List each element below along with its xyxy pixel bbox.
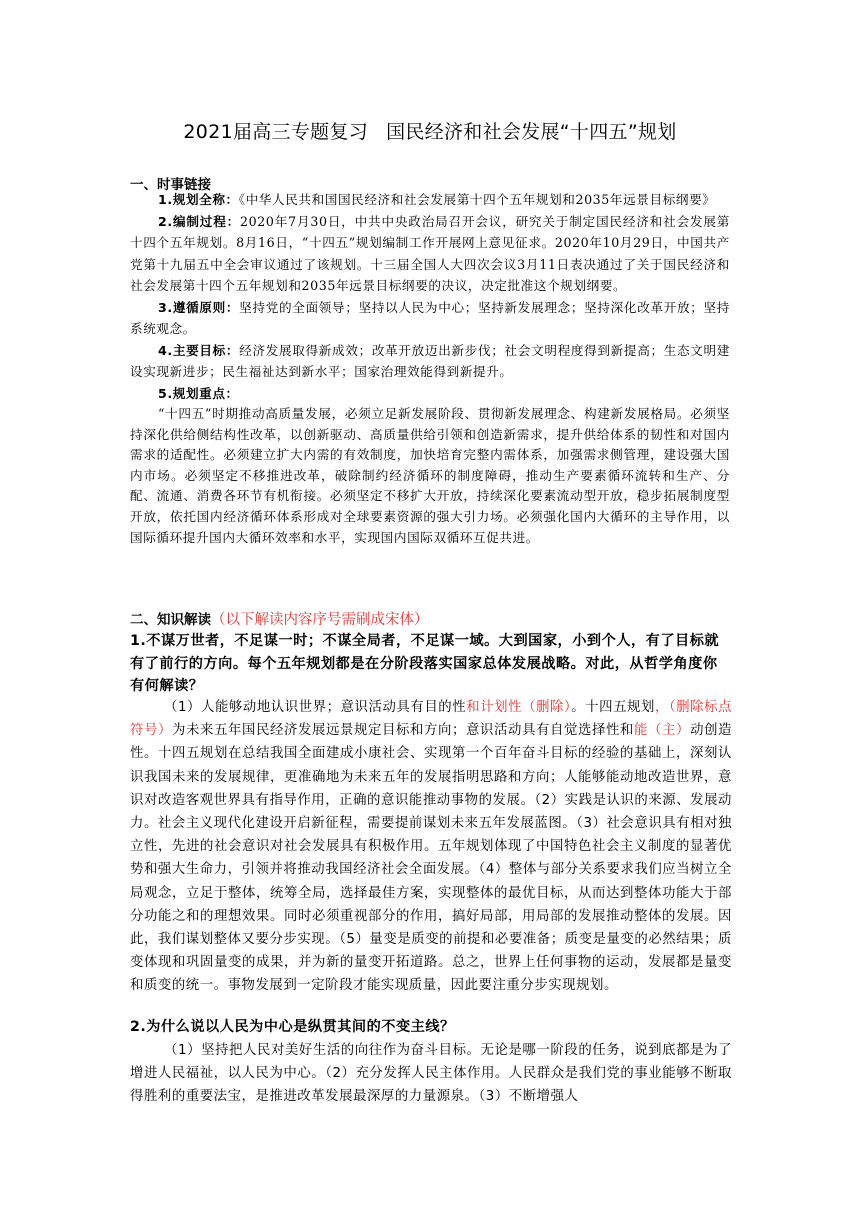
answer-1: [130, 696, 732, 998]
edit-note-2: ，（删除标点符号）: [130, 700, 732, 739]
answer-1-text-b: 。十四五规划: [571, 700, 655, 715]
item-4-label: 4.主要目标：: [158, 342, 240, 358]
answer-2-text: （1）坚持把人民对美好生活的向往作为奋斗目标。无论是哪一阶段的任务，说到底都是为了增进人民福祉，以人民为中心。（2）充分发挥人民主体作用。人民群众是我们党的事业能够不断取得胜利的重要法宝，是推进改革发展最深厚的力量源泉。（3）不断增强人: [130, 1043, 732, 1105]
item-2: [130, 211, 730, 297]
section-1-body: [130, 189, 730, 548]
focus-text: “十四五”时期推动高质量发展，必须立足新发展阶段、贯彻新发展理念、构建新发展格局。必须坚持深化供给侧结构性改革，以创新驱动、高质量供给引领和创造新需求，提升供给体系的韧性和对国内需求的适配性。必须建立扩大内需的有效制度，加快培育完整内需体系，加强需求侧管理，建设强大国内市场。必须坚定不移推进改革，破除制约经济循环的制度障碍，推动生产要素循环流转和生产、分配、流通、消费各环节有机衔接。必须坚定不移扩大开放，持续深化要素流动型开放，稳步拓展制度型开放，依托国内经济循环体系形成对全球要素资源的强大引力场。必须强化国内大循环的主导作用，以国际循环提升国内大循环效率和水平，实现国内国际双循环互促共进。: [130, 406, 730, 545]
item-2-label: 2.编制过程：: [158, 213, 241, 229]
item-3-text: 坚持党的全面领导；坚持以人民为中心；坚持新发展理念；坚持深化改革开放；坚持系统观念。: [130, 299, 731, 336]
item-2-text: 2020年7月30日，中共中央政治局召开会议，研究关于制定国民经济和社会发展第十四个五年规划。8月16日，“十四五”规划编制工作开展网上意见征求。2020年10月29日，中国共产党第十九届五中全会审议通过了该规划。十三届全国人大四次会议3月11日表决通过了关于国民经济和社会发展第十四个五年规划和2035年远景目标纲要的决议，决定批准这个规划纲要。: [130, 213, 730, 293]
item-1-label: 1.规划全称：: [158, 192, 239, 207]
title-part-1: 2021届高三专题复习: [183, 121, 369, 143]
edit-note-1: 和计划性（删除）: [466, 700, 572, 715]
section-2-title: 二、知识解读: [130, 612, 211, 628]
answer-1-text-a: （1）人能够动地认识世界；意识活动具有目的性: [164, 700, 467, 715]
section-1-heading: 一、时事链接: [130, 177, 211, 193]
item-1-text: 《中华人民共和国国民经济和社会发展第十四个五年规划和2035年远景目标纲要》: [238, 192, 716, 207]
item-1: [130, 189, 730, 211]
title-part-2: 国民经济和社会发展“十四五”规划: [386, 121, 677, 143]
item-4: [130, 340, 730, 383]
item-4-text: 经济发展取得新成效；改革开放迈出新步伐；社会文明程度得到新提高；生态文明建设实现新进步；民生福祉达到新水平；国家治理效能得到新提升。: [130, 342, 731, 379]
focus-paragraph: [130, 404, 730, 548]
answer-2: [130, 1039, 732, 1109]
page-title: [0, 117, 860, 144]
question-2: 2.为什么说以人民为中心是纵贯其间的不变主线？: [130, 1019, 455, 1035]
section-2-heading: [130, 608, 429, 629]
question-1: 1.不谋万世者，不足谋一时；不谋全局者，不足谋一域。大到国家，小到个人，有了目标就有了前行的方向。每个五年规划都是在分阶段落实国家总体发展战略。对此，从哲学角度你有何解读？: [130, 633, 720, 694]
item-5-label: 5.规划重点：: [158, 385, 239, 401]
item-3: [130, 297, 730, 340]
answer-1-text-d: 动创造性。十四五规划在总结我国全面建成小康社会、实现第一个百年奋斗目标的经验的基础上，深刻认识我国未来的发展规律，更准确地为未来五年的发展指明思路和方向；人能够能动地改造世界，意识对改造客观世界具有指导作用，正确的意识能推动事物的发展。（2）实践是认识的来源、发展动力。社会主义现代化建设开启新征程，需要提前谋划未来五年发展蓝图。（3）社会意识具有相对独立性，先进的社会意识对社会发展具有积极作用。五年规划体现了中国特色社会主义制度的显著优势和强大生命力，引领并将推动我国经济社会全面发展。（4）整体与部分关系要求我们应当树立全局观念，立足于整体，统筹全局，选择最佳方案，实现整体的最优目标，从而达到整体功能大于部分功能之和的理想效果。同时必须重视部分的作用，搞好局部，用局部的发展推动整体的发展。因此，我们谋划整体又要分步实现。（5）量变是质变的前提和必要准备；质变是量变的必然结果；质变体现和巩固量变的成果，并为新的量变开拓道路。总之，世界上任何事物的运动，发展都是量变和质变的统一。事物发展到一定阶段才能实现质量，因此要注重分步实现规划。: [130, 723, 733, 994]
font-note: （以下解读内容序号需刷成宋体）: [211, 612, 429, 628]
item-5: [130, 383, 730, 405]
edit-note-3: 能（主）: [634, 723, 691, 739]
answer-1-text-c: 为未来五年国民经济发展远景规定目标和方向；意识活动具有自觉选择性和: [172, 723, 635, 739]
item-3-label: 3.遵循原则：: [158, 299, 240, 315]
